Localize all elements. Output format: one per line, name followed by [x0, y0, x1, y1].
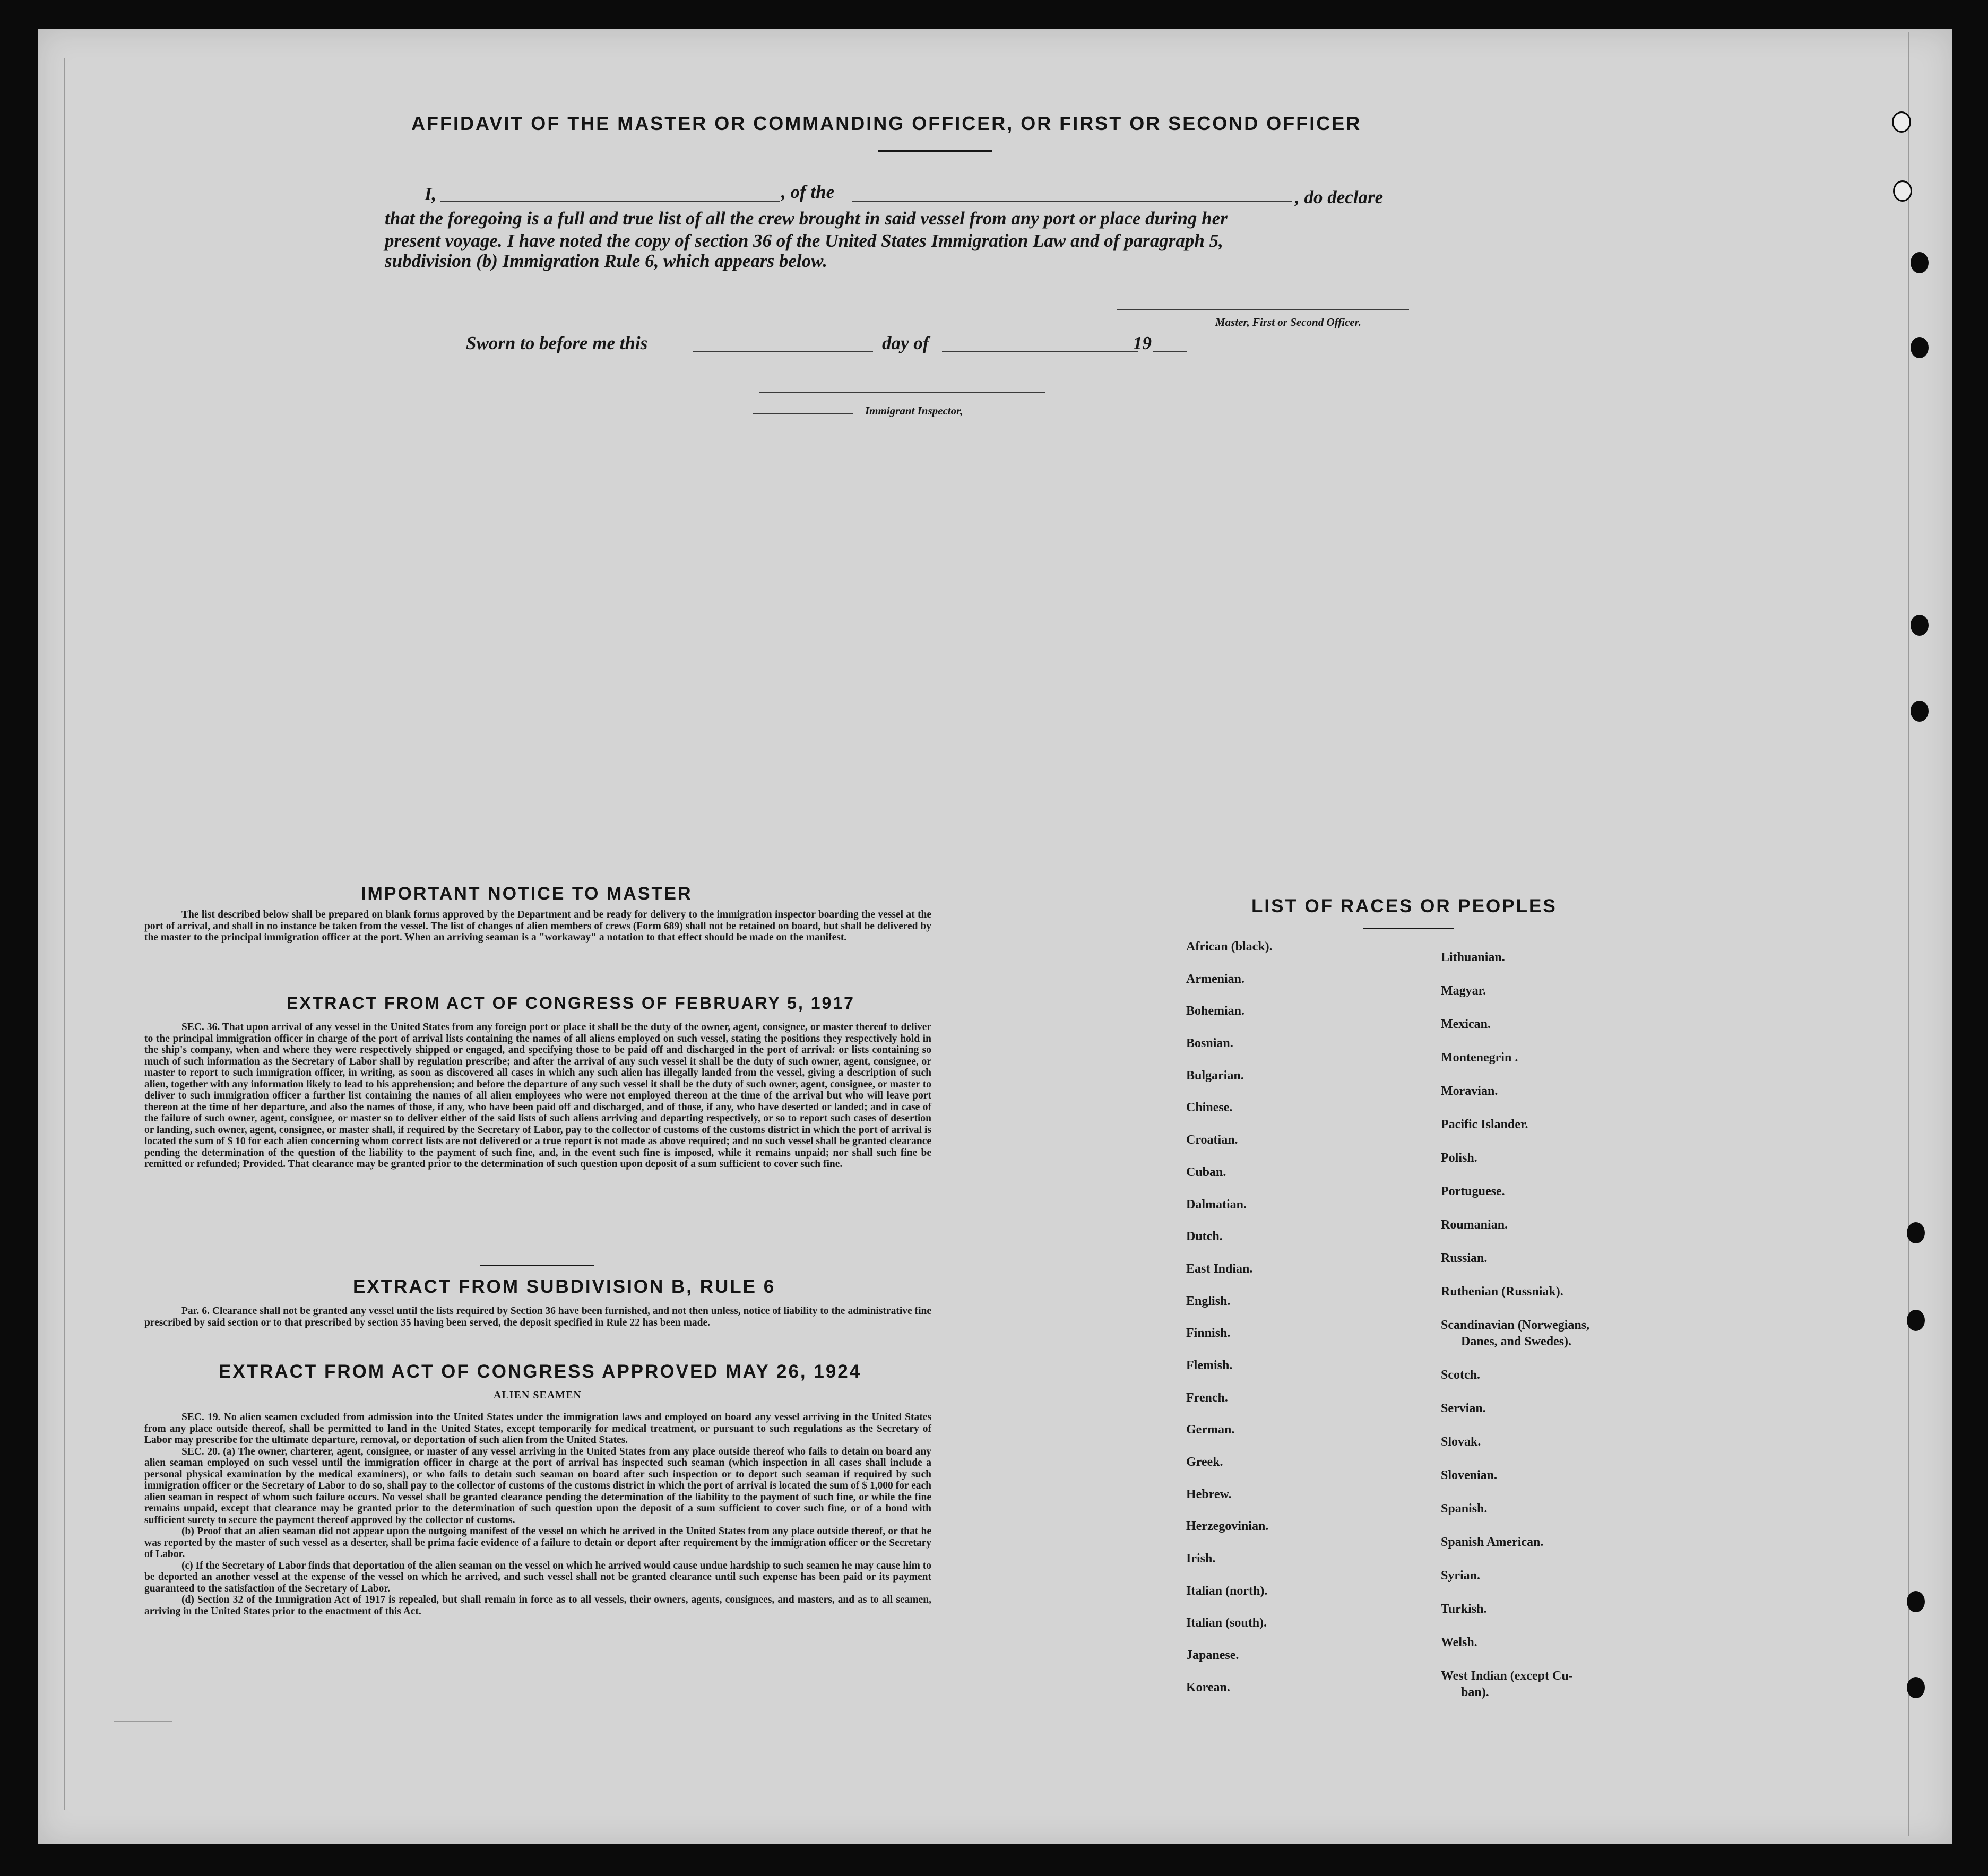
race-item: Dalmatian. [1186, 1197, 1247, 1212]
alien-seamen-subtitle: ALIEN SEAMEN [494, 1389, 582, 1401]
race-item: Dutch. [1186, 1230, 1223, 1244]
extract-1924-title: EXTRACT FROM ACT OF CONGRESS APPROVED MAY 26, 1924 [219, 1361, 862, 1382]
race-item: Bohemian. [1186, 1004, 1245, 1018]
race-item: African (black). [1186, 940, 1273, 954]
race-item: Servian. [1441, 1402, 1486, 1415]
inspector-signature-line-upper [759, 392, 1045, 393]
affidavit-line-4: subdivision (b) Immigration Rule 6, which appears below. [385, 250, 827, 271]
punch-hole-icon [1893, 180, 1912, 202]
notice-text [144, 909, 931, 944]
punch-hole-icon [1907, 1677, 1925, 1698]
race-item: Chinese. [1186, 1101, 1233, 1115]
race-item: Danes, and Swedes). [1461, 1335, 1572, 1348]
race-item: Spanish. [1441, 1502, 1488, 1516]
race-item: Russian. [1441, 1251, 1488, 1265]
race-item: Italian (north). [1186, 1584, 1268, 1598]
race-item: Italian (south). [1186, 1616, 1267, 1630]
sworn-month-field[interactable] [942, 351, 1138, 352]
section-36-paragraph: SEC. 36. That upon arrival of any vessel in the United States from any foreign port or place it shall be the duty of the owner, agent, consignee, or master thereof to deliver to the principal immigration officer in charge of the port of arrival lists containing the names of all aliens employed on such vessel, stating the positions they respectively hold in the ship's company, when and where they were respectively shipped or engaged, and specifying those to be paid off and discharged in the port of arrival: or lists containing so much of such information as the Secretary of Labor shall by regulation prescribe; and after the arrival of any such vessel it shall be the duty of such owner, agent, consignee, or master to report to such immigration officer, in writing, as soon as discovered all cases in which any such alien has illegally landed from the vessel, giving a description of such alien, together with any information likely to lead to his apprehension; and before the departure of any such vessel it shall be the duty of such owner, agent, consignee, or master to deliver to such immigration officer a further list containing the names of all alien employees who were not employed thereon at the time of the arrival but who will leave port thereon at the time of her departure, and also the names of those, if any, who have been paid off and discharged, and of those, if any, who have deserted or landed; and in case of the failure of such owner, agent, consignee, or master so to deliver either of the said lists of such aliens arriving and departing respectively, or so to report such cases of desertion or landing, such owner, agent, consignee, or master shall, if required by the Secretary of Labor, pay to the collector of customs of the customs district in which the port of arrival is located the sum of $ 10 for each alien concerning whom correct lists are not delivered or a true report is not made as above required; and no such vessel shall be granted clearance pending the determination of the question of the liability to the payment of such fine, and, in the event such fine is imposed, while it remains unpaid; nor shall such fine be remitted or refunded; Provided. That clearance may be granted prior to the determination of such question upon deposit of a sum sufficient to cover such fine. [144, 1022, 931, 1170]
extract-rule6-text [144, 1306, 931, 1328]
race-item: Polish. [1441, 1151, 1477, 1165]
section-20d-paragraph: (d) Section 32 of the Immigration Act of 1917 is repealed, but shall remain in force as to all vessels, their owners, agents, consignees, and masters, and as to all seamen, arriving in the United States prior to the enactment of this Act. [144, 1594, 931, 1617]
affidavit-of-the: , of the [781, 181, 835, 202]
punch-hole-icon [1892, 111, 1911, 133]
punch-hole-icon [1911, 252, 1929, 273]
race-item: Portuguese. [1441, 1185, 1505, 1198]
race-item: German. [1186, 1423, 1235, 1437]
notice-paragraph: The list described below shall be prepared on blank forms approved by the Department and be ready for delivery to the immigration inspector boarding the vessel at the port of arrival, and shall in no instance be taken from the vessel. The list of changes of alien members of crews (Form 689) shall not be retained on board, but shall be delivered by the master to the principal immigration officer at the port. When an arriving seaman is a "workaway" a notation to that effect should be made on the manifest. [144, 909, 931, 943]
race-item: Scotch. [1441, 1368, 1480, 1382]
section-20a-paragraph: SEC. 20. (a) The owner, charterer, agent, consignee, or master of any vessel arriving in the United States from any place outside thereof who fails to detain on board any alien seaman employed on such vessel until the immigration officer in charge at the port of arrival has inspected such seaman (which inspection in all cases shall include a personal physical examination by the medical examiners), or who fails to detain such seaman on board after such inspection or to deport such seaman if required by such immigration officer or the Secretary of Labor to do so, shall pay to the collector of customs of the customs district in which the port of arrival is located the sum of $ 1,000 for each alien seaman in respect of whom such failure occurs. No vessel shall be granted clearance pending the determination of the liability to the payment of such fine, or while the fine remains unpaid, except that clearance may be granted prior to the determination of such question upon the deposit of a sum sufficient to cover such fine, or of a bond with sufficient surety to secure the payment thereof approved by the collector of customs. [144, 1446, 931, 1526]
race-item: Croatian. [1186, 1133, 1238, 1147]
race-item: Spanish American. [1441, 1535, 1544, 1549]
punch-hole-icon [1911, 337, 1929, 358]
race-item: Bosnian. [1186, 1036, 1233, 1051]
race-item: Slovak. [1441, 1435, 1481, 1449]
vessel-name-field[interactable] [852, 201, 1292, 202]
race-item: Japanese. [1186, 1648, 1239, 1663]
race-item: East Indian. [1186, 1261, 1253, 1276]
race-item: Welsh. [1441, 1636, 1477, 1649]
race-item: Lithuanian. [1441, 950, 1505, 964]
master-signature-field[interactable] [1117, 309, 1409, 310]
race-item: Roumanian. [1441, 1218, 1508, 1232]
races-title-rule [1363, 928, 1454, 929]
race-item: Slovenian. [1441, 1468, 1498, 1482]
punch-hole-icon [1907, 1591, 1925, 1612]
affidavit-declare: , do declare [1295, 187, 1384, 208]
bottom-left-mark [114, 1721, 172, 1722]
extract-1924-text [144, 1412, 931, 1617]
notice-title: IMPORTANT NOTICE TO MASTER [361, 884, 693, 904]
inspector-label: Immigrant Inspector, [865, 404, 963, 417]
race-item: ban). [1461, 1685, 1489, 1699]
section-20b-paragraph: (b) Proof that an alien seaman did not appear upon the outgoing manifest of the vessel on which he arrived in the United States from any place outside thereof, or that he was reported by the master of such vessel as a deserter, shall be prima facie evidence of a failure to detain or deport after requirement by the immigration officer or the Secretary of Labor. [144, 1526, 931, 1560]
affidavit-title-rule [878, 150, 992, 152]
punch-hole-icon [1907, 1222, 1925, 1243]
extract-1917-title: EXTRACT FROM ACT OF CONGRESS OF FEBRUARY 5, 1917 [287, 993, 855, 1013]
race-item: Greek. [1186, 1455, 1223, 1469]
race-item: Turkish. [1441, 1602, 1487, 1616]
punch-hole-icon [1911, 615, 1929, 636]
race-item: Moravian. [1441, 1084, 1498, 1098]
race-item: Mexican. [1441, 1017, 1491, 1031]
extract-rule6-title: EXTRACT FROM SUBDIVISION B, RULE 6 [353, 1276, 776, 1297]
sworn-day-field[interactable] [693, 351, 873, 352]
race-item: English. [1186, 1294, 1231, 1308]
races-left-column [1186, 939, 1273, 1713]
race-item: French. [1186, 1390, 1228, 1405]
inspector-signature-field[interactable] [753, 413, 853, 414]
affidavit-i: I, [425, 184, 437, 204]
extract-1917-rule [480, 1265, 594, 1266]
race-item: Armenian. [1186, 972, 1244, 986]
affidavit-line-2: that the foregoing is a full and true list of all the crew brought in said vessel from any port or place during her [385, 208, 1228, 229]
race-item: Hebrew. [1186, 1487, 1232, 1501]
day-of-text: day of [882, 333, 929, 353]
race-item: Pacific Islander. [1441, 1118, 1528, 1131]
race-item: Irish. [1186, 1552, 1216, 1566]
race-item: Syrian. [1441, 1569, 1481, 1583]
sworn-year-field[interactable] [1153, 351, 1187, 352]
race-item: Flemish. [1186, 1358, 1233, 1372]
year-prefix: 19 [1133, 333, 1152, 353]
races-right-column [1441, 950, 1589, 1701]
punch-hole-icon [1907, 1310, 1925, 1331]
race-item: Cuban. [1186, 1165, 1226, 1179]
race-item: Magyar. [1441, 984, 1486, 998]
race-item: Korean. [1186, 1680, 1230, 1695]
left-edge-line [64, 58, 65, 1810]
rule6-paragraph: Par. 6. Clearance shall not be granted any vessel until the lists required by Section 36 have been furnished, and not then unless, notice of liability to the administrative fine prescribed by said section or to that prescribed by section 35 having been served, the deposit specified in Rule 22 has been made. [144, 1306, 931, 1328]
race-item: West Indian (except Cu- [1441, 1669, 1573, 1683]
extract-1917-text [144, 1022, 931, 1170]
race-item: Scandinavian (Norwegians, [1441, 1318, 1590, 1332]
race-item: Bulgarian. [1186, 1068, 1244, 1083]
section-20c-paragraph: (c) If the Secretary of Labor finds that deportation of the alien seaman on the vessel on which he arrived would cause undue hardship to such seamen he may cause him to be deported an another vessel at the expense of the vessel on which he arrived, and such vessel shall not be granted clearance until such expense has been paid or its payment guaranteed to the satisfaction of the Secretary of Labor. [144, 1560, 931, 1594]
affidavit-line-3: present voyage. I have noted the copy of section 36 of the United States Immigration Law and of paragraph 5, [385, 230, 1223, 251]
punch-hole-icon [1911, 701, 1929, 722]
affidavit-title: AFFIDAVIT OF THE MASTER OR COMMANDING OFFICER, OR FIRST OR SECOND OFFICER [411, 113, 1362, 134]
master-name-field[interactable] [440, 201, 780, 202]
right-edge-line [1908, 32, 1909, 1836]
section-19-paragraph: SEC. 19. No alien seamen excluded from admission into the United States under the immigration laws and employed on board any vessel arriving in the United States from any place outside thereof, shall be permitted to land in the United States, except temporarily for medical treatment, or pursuant to such regulations as the Secretary of Labor may prescribe for the ultimate departure, removal, or deportation of such alien from the United States. [144, 1412, 931, 1446]
master-signature-label: Master, First or Second Officer. [1215, 316, 1361, 328]
race-item: Ruthenian (Russniak). [1441, 1285, 1563, 1299]
races-title: LIST OF RACES OR PEOPLES [1251, 896, 1557, 917]
sworn-text: Sworn to before me this [466, 333, 648, 353]
race-item: Herzegovinian. [1186, 1519, 1269, 1534]
race-item: Montenegrin . [1441, 1051, 1518, 1065]
race-item: Finnish. [1186, 1326, 1231, 1341]
